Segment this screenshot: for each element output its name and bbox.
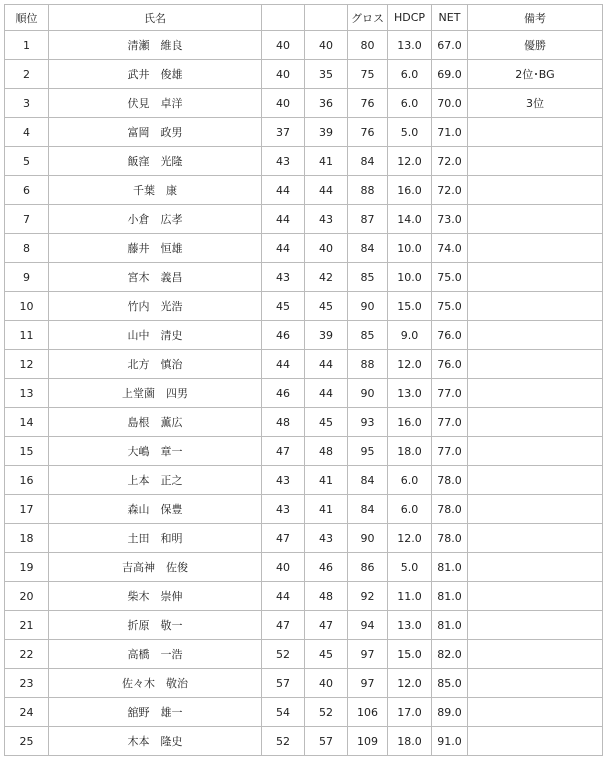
cell-hdcp: 5.0 [388, 553, 432, 582]
cell-out: 52 [262, 640, 305, 669]
cell-gross: 84 [348, 234, 388, 263]
cell-gross: 97 [348, 640, 388, 669]
cell-hdcp: 5.0 [388, 118, 432, 147]
cell-rank: 13 [5, 379, 49, 408]
cell-in: 40 [305, 669, 348, 698]
cell-gross: 106 [348, 698, 388, 727]
table-row [5, 408, 603, 437]
cell-hdcp: 12.0 [388, 147, 432, 176]
cell-hdcp: 13.0 [388, 379, 432, 408]
cell-out: 44 [262, 350, 305, 379]
cell-in: 36 [305, 89, 348, 118]
cell-name: 柴木 崇伸 [49, 582, 262, 611]
header-out [262, 5, 305, 31]
cell-in: 39 [305, 321, 348, 350]
cell-rank: 6 [5, 176, 49, 205]
cell-rank: 15 [5, 437, 49, 466]
cell-note [468, 147, 603, 176]
cell-gross: 76 [348, 89, 388, 118]
cell-net: 69.0 [432, 60, 468, 89]
cell-name: 折原 敬一 [49, 611, 262, 640]
cell-hdcp: 9.0 [388, 321, 432, 350]
cell-out: 47 [262, 437, 305, 466]
cell-note [468, 495, 603, 524]
cell-in: 40 [305, 234, 348, 263]
cell-hdcp: 16.0 [388, 176, 432, 205]
cell-net: 73.0 [432, 205, 468, 234]
header-name: 氏名 [49, 5, 262, 31]
cell-in: 47 [305, 611, 348, 640]
cell-out: 40 [262, 31, 305, 60]
cell-name: 山中 清史 [49, 321, 262, 350]
cell-out: 44 [262, 176, 305, 205]
results-table [4, 4, 603, 756]
table-row [5, 292, 603, 321]
table-row [5, 321, 603, 350]
cell-out: 44 [262, 205, 305, 234]
cell-hdcp: 10.0 [388, 263, 432, 292]
cell-in: 35 [305, 60, 348, 89]
cell-gross: 90 [348, 524, 388, 553]
cell-rank: 24 [5, 698, 49, 727]
cell-note: 優勝 [468, 31, 603, 60]
cell-rank: 4 [5, 118, 49, 147]
cell-hdcp: 6.0 [388, 89, 432, 118]
cell-gross: 85 [348, 321, 388, 350]
cell-name: 藤井 恒雄 [49, 234, 262, 263]
cell-gross: 84 [348, 147, 388, 176]
cell-name: 佐々木 敬治 [49, 669, 262, 698]
table-row [5, 176, 603, 205]
cell-name: 森山 保豊 [49, 495, 262, 524]
cell-hdcp: 12.0 [388, 524, 432, 553]
cell-note [468, 611, 603, 640]
cell-note [468, 553, 603, 582]
cell-note: 2位･BG [468, 60, 603, 89]
cell-in: 46 [305, 553, 348, 582]
cell-in: 45 [305, 408, 348, 437]
cell-name: 伏見 卓洋 [49, 89, 262, 118]
cell-net: 75.0 [432, 263, 468, 292]
cell-net: 85.0 [432, 669, 468, 698]
cell-in: 41 [305, 495, 348, 524]
cell-note [468, 118, 603, 147]
cell-net: 67.0 [432, 31, 468, 60]
cell-name: 上堂薗 四男 [49, 379, 262, 408]
cell-hdcp: 13.0 [388, 611, 432, 640]
cell-net: 81.0 [432, 553, 468, 582]
cell-name: 小倉 広孝 [49, 205, 262, 234]
cell-rank: 25 [5, 727, 49, 756]
cell-net: 72.0 [432, 176, 468, 205]
cell-hdcp: 18.0 [388, 437, 432, 466]
cell-net: 78.0 [432, 524, 468, 553]
table-row [5, 582, 603, 611]
cell-note [468, 727, 603, 756]
cell-net: 91.0 [432, 727, 468, 756]
cell-name: 島根 薫広 [49, 408, 262, 437]
table-row [5, 118, 603, 147]
cell-out: 40 [262, 89, 305, 118]
cell-name: 竹内 光浩 [49, 292, 262, 321]
cell-gross: 75 [348, 60, 388, 89]
cell-net: 82.0 [432, 640, 468, 669]
cell-gross: 92 [348, 582, 388, 611]
cell-net: 75.0 [432, 292, 468, 321]
table-row [5, 495, 603, 524]
cell-rank: 10 [5, 292, 49, 321]
cell-out: 48 [262, 408, 305, 437]
cell-out: 46 [262, 379, 305, 408]
cell-out: 54 [262, 698, 305, 727]
table-row [5, 698, 603, 727]
table-row [5, 640, 603, 669]
table-body [5, 31, 603, 756]
cell-note: 3位 [468, 89, 603, 118]
cell-out: 43 [262, 263, 305, 292]
cell-out: 47 [262, 611, 305, 640]
cell-rank: 7 [5, 205, 49, 234]
cell-net: 89.0 [432, 698, 468, 727]
cell-gross: 76 [348, 118, 388, 147]
cell-rank: 19 [5, 553, 49, 582]
cell-hdcp: 16.0 [388, 408, 432, 437]
cell-net: 74.0 [432, 234, 468, 263]
cell-out: 43 [262, 495, 305, 524]
cell-note [468, 640, 603, 669]
cell-in: 40 [305, 31, 348, 60]
cell-hdcp: 12.0 [388, 669, 432, 698]
cell-gross: 93 [348, 408, 388, 437]
cell-name: 富岡 政男 [49, 118, 262, 147]
cell-gross: 95 [348, 437, 388, 466]
cell-gross: 85 [348, 263, 388, 292]
cell-note [468, 350, 603, 379]
cell-gross: 84 [348, 466, 388, 495]
cell-gross: 86 [348, 553, 388, 582]
header-rank: 順位 [5, 5, 49, 31]
table-row [5, 205, 603, 234]
cell-gross: 88 [348, 176, 388, 205]
cell-gross: 87 [348, 205, 388, 234]
cell-gross: 90 [348, 379, 388, 408]
cell-note [468, 292, 603, 321]
cell-gross: 90 [348, 292, 388, 321]
table-row [5, 669, 603, 698]
header-row [5, 5, 603, 31]
cell-in: 42 [305, 263, 348, 292]
cell-out: 43 [262, 147, 305, 176]
cell-in: 45 [305, 292, 348, 321]
cell-note [468, 205, 603, 234]
cell-note [468, 408, 603, 437]
cell-out: 43 [262, 466, 305, 495]
cell-net: 77.0 [432, 437, 468, 466]
cell-note [468, 698, 603, 727]
cell-rank: 16 [5, 466, 49, 495]
table-row [5, 379, 603, 408]
cell-net: 78.0 [432, 495, 468, 524]
cell-out: 47 [262, 524, 305, 553]
cell-out: 40 [262, 60, 305, 89]
cell-in: 45 [305, 640, 348, 669]
table-row [5, 89, 603, 118]
cell-gross: 109 [348, 727, 388, 756]
header-hdcp: HDCP [388, 5, 432, 31]
table-row [5, 234, 603, 263]
cell-in: 43 [305, 524, 348, 553]
cell-rank: 14 [5, 408, 49, 437]
cell-rank: 11 [5, 321, 49, 350]
cell-out: 52 [262, 727, 305, 756]
cell-name: 清瀬 維良 [49, 31, 262, 60]
cell-hdcp: 10.0 [388, 234, 432, 263]
cell-rank: 23 [5, 669, 49, 698]
cell-in: 41 [305, 466, 348, 495]
cell-note [468, 437, 603, 466]
cell-out: 45 [262, 292, 305, 321]
cell-hdcp: 15.0 [388, 640, 432, 669]
cell-rank: 1 [5, 31, 49, 60]
cell-in: 48 [305, 437, 348, 466]
cell-name: 大嶋 章一 [49, 437, 262, 466]
cell-in: 48 [305, 582, 348, 611]
cell-rank: 12 [5, 350, 49, 379]
cell-note [468, 263, 603, 292]
cell-name: 舘野 雄一 [49, 698, 262, 727]
cell-in: 52 [305, 698, 348, 727]
cell-in: 39 [305, 118, 348, 147]
table-row [5, 524, 603, 553]
cell-out: 44 [262, 234, 305, 263]
cell-rank: 2 [5, 60, 49, 89]
cell-name: 吉高神 佐俊 [49, 553, 262, 582]
cell-in: 41 [305, 147, 348, 176]
cell-net: 77.0 [432, 408, 468, 437]
cell-hdcp: 14.0 [388, 205, 432, 234]
cell-hdcp: 6.0 [388, 495, 432, 524]
cell-out: 40 [262, 553, 305, 582]
table-row [5, 350, 603, 379]
header-in [305, 5, 348, 31]
cell-rank: 20 [5, 582, 49, 611]
cell-hdcp: 18.0 [388, 727, 432, 756]
cell-in: 57 [305, 727, 348, 756]
cell-in: 43 [305, 205, 348, 234]
cell-net: 71.0 [432, 118, 468, 147]
table-row [5, 727, 603, 756]
cell-rank: 21 [5, 611, 49, 640]
cell-gross: 97 [348, 669, 388, 698]
table-row [5, 611, 603, 640]
cell-in: 44 [305, 379, 348, 408]
cell-hdcp: 11.0 [388, 582, 432, 611]
cell-net: 76.0 [432, 350, 468, 379]
cell-in: 44 [305, 176, 348, 205]
table-row [5, 147, 603, 176]
cell-net: 76.0 [432, 321, 468, 350]
cell-name: 上本 正之 [49, 466, 262, 495]
cell-out: 37 [262, 118, 305, 147]
cell-note [468, 582, 603, 611]
cell-net: 70.0 [432, 89, 468, 118]
cell-rank: 18 [5, 524, 49, 553]
table-header [5, 5, 603, 31]
cell-gross: 80 [348, 31, 388, 60]
cell-hdcp: 6.0 [388, 60, 432, 89]
cell-net: 77.0 [432, 379, 468, 408]
cell-hdcp: 13.0 [388, 31, 432, 60]
cell-rank: 5 [5, 147, 49, 176]
cell-net: 81.0 [432, 582, 468, 611]
cell-net: 72.0 [432, 147, 468, 176]
cell-out: 57 [262, 669, 305, 698]
cell-net: 81.0 [432, 611, 468, 640]
cell-name: 飯窪 光隆 [49, 147, 262, 176]
cell-rank: 3 [5, 89, 49, 118]
table-row [5, 31, 603, 60]
cell-note [468, 176, 603, 205]
header-gross: グロス [348, 5, 388, 31]
cell-note [468, 669, 603, 698]
cell-name: 土田 和明 [49, 524, 262, 553]
header-note: 備考 [468, 5, 603, 31]
cell-out: 46 [262, 321, 305, 350]
cell-name: 武井 俊雄 [49, 60, 262, 89]
cell-rank: 17 [5, 495, 49, 524]
cell-gross: 88 [348, 350, 388, 379]
cell-name: 木本 隆史 [49, 727, 262, 756]
cell-name: 宮木 義昌 [49, 263, 262, 292]
cell-note [468, 321, 603, 350]
cell-note [468, 524, 603, 553]
cell-name: 高橋 一浩 [49, 640, 262, 669]
cell-hdcp: 17.0 [388, 698, 432, 727]
cell-hdcp: 12.0 [388, 350, 432, 379]
table-row [5, 437, 603, 466]
cell-out: 44 [262, 582, 305, 611]
cell-rank: 22 [5, 640, 49, 669]
cell-note [468, 379, 603, 408]
cell-in: 44 [305, 350, 348, 379]
cell-net: 78.0 [432, 466, 468, 495]
table-row [5, 60, 603, 89]
cell-hdcp: 15.0 [388, 292, 432, 321]
table-row [5, 553, 603, 582]
cell-note [468, 234, 603, 263]
cell-hdcp: 6.0 [388, 466, 432, 495]
cell-name: 千葉 康 [49, 176, 262, 205]
cell-note [468, 466, 603, 495]
table-row [5, 263, 603, 292]
cell-name: 北方 慎治 [49, 350, 262, 379]
cell-gross: 94 [348, 611, 388, 640]
table-row [5, 466, 603, 495]
cell-rank: 8 [5, 234, 49, 263]
header-net: NET [432, 5, 468, 31]
cell-gross: 84 [348, 495, 388, 524]
cell-rank: 9 [5, 263, 49, 292]
